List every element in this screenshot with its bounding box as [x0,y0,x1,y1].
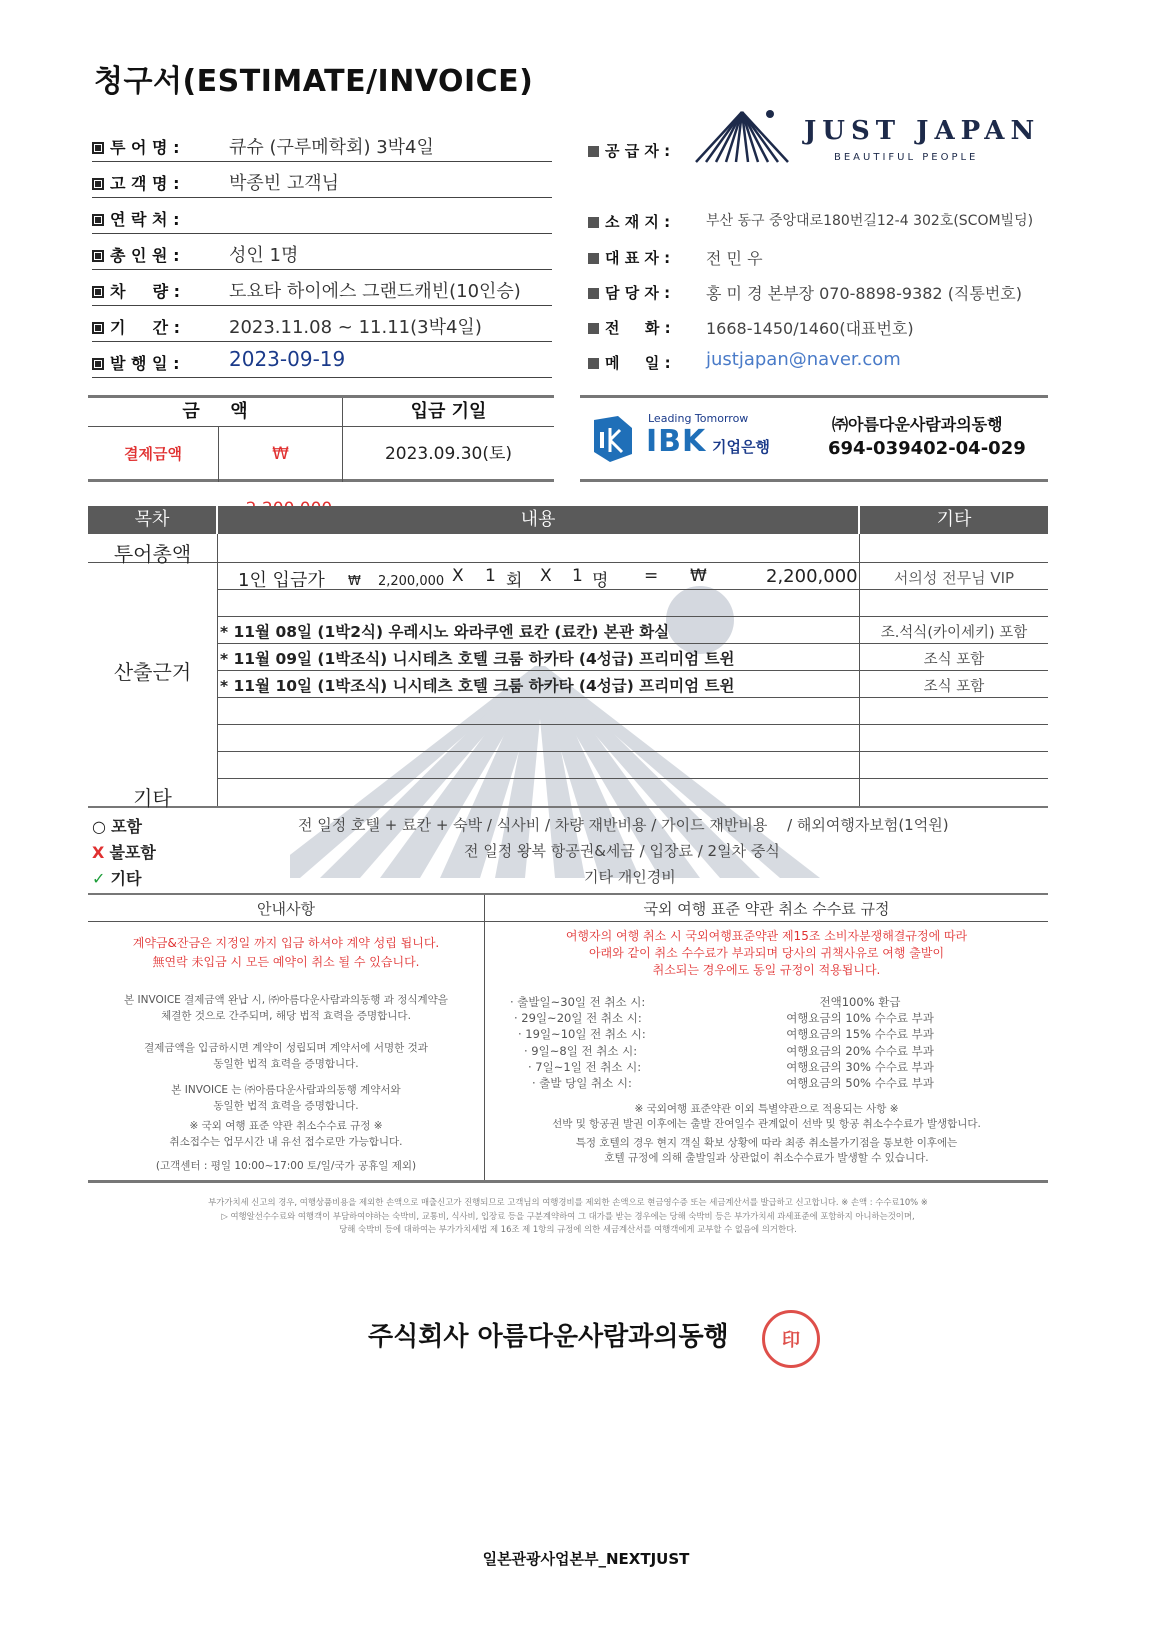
supplier-manager: 홍 미 경 본부장 070-8898-9382 (직통번호) [706,284,1022,303]
amount-table [88,395,554,482]
etc-label: 기타 [133,786,172,810]
notice-left-paragraph: 본 INVOICE 는 ㈜아름다운사람과의동행 계약서와 동일한 법적 효력을 증명합니다. [171,1084,401,1112]
info-label: 기 간 : [110,318,181,337]
total-label: 투어총액 [113,542,192,566]
supplier-row-label: 소 재 지 : [605,213,671,231]
info-value-period: 2023.11.08 ~ 11.11(3박4일) [229,317,482,338]
mountain-logo-icon [692,108,792,166]
supplier-row-label: 대 표 자 : [605,249,671,267]
logo-tagline: BEAUTIFUL PEOPLE [834,152,979,163]
info-contact-row [92,198,552,234]
notice-right-red: 여행자의 여행 취소 시 국외여행표준약관 제15조 소비자분쟁해결규정에 따라 아래와 같이 취소 수수료가 부과되며 당사의 귀책사유로 여행 출발이 취소되는 경우에도 동일 규정이 적용됩니다. [565,929,968,977]
supplier-row-label: 메 일 : [605,354,671,372]
bank-holder: ㈜아름다운사람과의동행 [832,415,1003,434]
detail-table [88,506,1048,808]
info-label: 총 인 원 : [110,246,180,265]
exclude-text: 전 일정 왕복 항공권&세금 / 입장료 / 2일차 중식 [464,842,780,860]
info-value-vehicle: 도요타 하이에스 그랜드캐빈(10인승) [229,281,521,302]
bank-tagline: Leading Tomorrow [648,412,749,425]
calc-x2: X [540,566,552,586]
checkbox-square-icon [92,286,104,298]
notice-right-special: ※ 국외여행 표준약관 이외 특별약관으로 적용되는 사항 ※ 선박 및 항공권 발권 이후에는 출발 잔여일수 관계없이 선박 및 항공 취소수수료가 발생합니다. 특정 호텔의 경우 현지 객실 확보 상황에 따라 최종 취소불가기점을 통보한 이후에는 호텔 규정에 의해 출발일과 상관없이 취소수수료가 발생할 수 있습니다. [552,1103,981,1164]
exclude-x-icon: X [92,843,105,862]
supplier-phone-row [588,307,1068,343]
calc-unit1: 회 [506,571,523,591]
just-japan-logo [692,108,1052,170]
basis-label: 산출근거 [113,660,192,684]
bank-account: 694-039402-04-029 [828,438,1026,459]
table-row-note: 조식 포함 [923,652,985,668]
fee-when-list: · 출발일~30일 전 취소 시: · 29일~20일 전 취소 시: · 19일~10일 전 취소 시: · 9일~8일 전 취소 시: · 7일~1일 전 취소 시: · 출발 당일 취소 시: [510,995,646,1091]
bullet-square-icon [588,358,599,369]
header-index: 목차 [88,506,216,534]
supplier-ceo: 전 민 우 [706,249,763,268]
amount-value: ₩ [272,444,289,464]
calc-unit2: 명 [592,571,609,591]
table-row-note: 조식 포함 [923,679,985,695]
bottom-department-label: 일본관광사업본부_NEXTJUST [482,1550,690,1568]
supplier-address: 부산 동구 중앙대로180번길12-4 302호(SCOM빌딩) [706,213,1034,229]
fee-amount-list: 전액100% 환급 여행요금의 10% 수수료 부과 여행요금의 15% 수수료 부과 여행요금의 20% 수수료 부과 여행요금의 30% 수수료 부과 여행요금의 50% 수수료 부과 [786,995,934,1091]
calc-x1: X [452,566,464,586]
checkbox-square-icon [92,178,104,190]
calc-count2: 1 [572,566,583,586]
amount-label: 결제금액 [124,445,182,463]
table-row-note: 조.석식(카이세키) 포함 [880,625,1028,641]
supplier-address-row [588,201,1068,237]
include-text: 전 일정 호텔 + 료칸 + 숙박 / 식사비 / 차량 재반비용 / 가이드 재반비용 / 해외여행자보험(1억원) [298,816,949,834]
bank-info [580,395,1048,482]
seal-text: 印 [782,1330,800,1351]
info-people-row [92,234,552,270]
bullet-square-icon [588,217,599,228]
exclude-row [92,840,156,863]
due-date-header: 입금 기일 [410,401,487,422]
info-tour-row [92,126,552,162]
check-icon: ✓ [92,869,106,888]
info-vehicle-row [92,270,552,306]
etc-text: 기타 개인경비 [584,868,676,886]
calc-count1: 1 [485,566,496,586]
supplier-email-link[interactable]: justjapan@naver.com [706,349,901,370]
calc-note: 서의성 전무님 VIP [893,569,1015,587]
amount-header: 금 액 [182,401,248,422]
bullet-square-icon [588,146,599,157]
checkbox-square-icon [92,214,104,226]
calc-equals: = [644,566,659,586]
notice-left-paragraph: 본 INVOICE 결제금액 완납 시, ㈜아름다운사람과의동행 과 정식계약을 체결한 것으로 간주되며, 해당 법적 효력을 증명합니다. [124,994,448,1022]
bank-name-kr: 기업은행 [712,438,770,456]
info-issue-row [92,342,552,378]
logo-name: JUST JAPAN [804,116,1041,146]
calc-total: 2,200,000 [766,566,858,587]
exclude-label: 불포함 [109,843,156,862]
table-row-content: * 11월 08일 (1박2식) 우레시노 와라쿠엔 료칸 (료칸) 본관 화실 [220,623,670,641]
notice-left-title: 안내사항 [257,900,315,918]
ibk-logo-icon [588,414,638,464]
due-date-value: 2023.09.30(토) [384,444,513,464]
info-value-people: 성인 1명 [229,245,299,266]
include-row [92,814,142,837]
info-label: 투 어 명 : [110,138,180,157]
bullet-square-icon [588,288,599,299]
include-label: 포함 [111,817,142,836]
info-value-customer: 박종빈 고객님 [229,173,340,194]
page-title: 청구서(ESTIMATE/INVOICE) [94,64,534,99]
supplier-phone: 1668-1450/1460(대표번호) [706,319,914,338]
info-label: 고 객 명 : [110,174,180,193]
calc-label: 1인 입금가 [238,570,325,591]
calc-unit-price: ₩ 2,200,000 [348,574,445,589]
tax-footnote: 부가가치세 신고의 경우, 여행상품비용을 제외한 손액으로 매출신고가 진행되므로 고객님의 여행경비를 제외한 손액으로 현금영수증 또는 세금계산서를 발급하고 신고합니다. ※ 손액 : 수수료10% ※ ▷ 여행알선수수료와 여행객이 부담하여야하는 숙박비, 교통비, 식사비, 입장료 등을 구분계약하여 그 대가를 받는 경우에는 당해 숙박비 등은 부가가치세 과세표준에 포함하지 아니하는것이며, 당해 숙박비 등에 대하여는 부가가치세법 제 16조 제 1항의 규정에 의한 세금계산서를 여행객에게 교부할 수 없음에 의거한다. [208,1197,928,1234]
info-period-row [92,306,552,342]
supplier-label: 공 급 자 : [605,142,671,160]
supplier-ceo-row [588,237,1068,273]
bullet-square-icon [588,323,599,334]
info-value-tour: 큐슈 (구루메학회) 3박4일 [229,137,434,158]
etc-row-label: 기타 [110,869,142,888]
supplier-row-label: 전 화 : [605,319,671,337]
etc-row [92,866,141,889]
checkbox-square-icon [92,142,104,154]
info-label: 차 량 : [110,282,181,301]
checkbox-square-icon [92,358,104,370]
include-circle-icon: ○ [92,817,106,836]
table-row-content: * 11월 09일 (1박조식) 니시테츠 호텔 크룸 하카타 (4성급) 프리미엄 트윈 [220,650,735,668]
notice-left-contact: (고객센터 : 평일 10:00~17:00 토/일/국가 공휴일 제외) [155,1160,417,1172]
header-etc: 기타 [860,506,1048,534]
info-label: 연 락 처 : [110,210,180,229]
bullet-square-icon [588,253,599,264]
notice-left-red: 계약금&잔금은 지정일 까지 입금 하셔야 계약 성립 됩니다. 無연락 未입금 시 모든 예약이 취소 될 수 있습니다. [132,936,440,969]
supplier-row-label: 담 당 자 : [605,284,671,302]
notice-right-title: 국외 여행 표준 약관 취소 수수료 규정 [643,900,890,918]
bank-name: IBK [646,424,707,459]
calc-won: ₩ [690,566,707,586]
info-label: 발 행 일 : [110,354,180,373]
header-content: 내용 [218,506,858,534]
checkbox-square-icon [92,250,104,262]
notice-left-paragraph: 결제금액을 입금하시면 계약이 성립되며 계약서에 서명한 것과 동일한 법적 효력을 증명합니다. [144,1042,428,1070]
checkbox-square-icon [92,322,104,334]
supplier-email-row [588,342,1068,378]
company-name: 주식회사 아름다운사람과의동행 [368,1322,729,1352]
supplier-manager-row [588,272,1068,308]
table-row-content: * 11월 10일 (1박조식) 니시테츠 호텔 크룸 하카타 (4성급) 프리미엄 트윈 [220,677,735,695]
info-value-issue-date: 2023-09-19 [229,347,346,371]
company-seal-stamp [762,1310,820,1368]
info-customer-row [92,162,552,198]
notice-left-paragraph: ※ 국외 여행 표준 약관 취소수수료 규정 ※ 취소접수는 업무시간 내 유선 접수로만 가능합니다. [169,1120,403,1148]
